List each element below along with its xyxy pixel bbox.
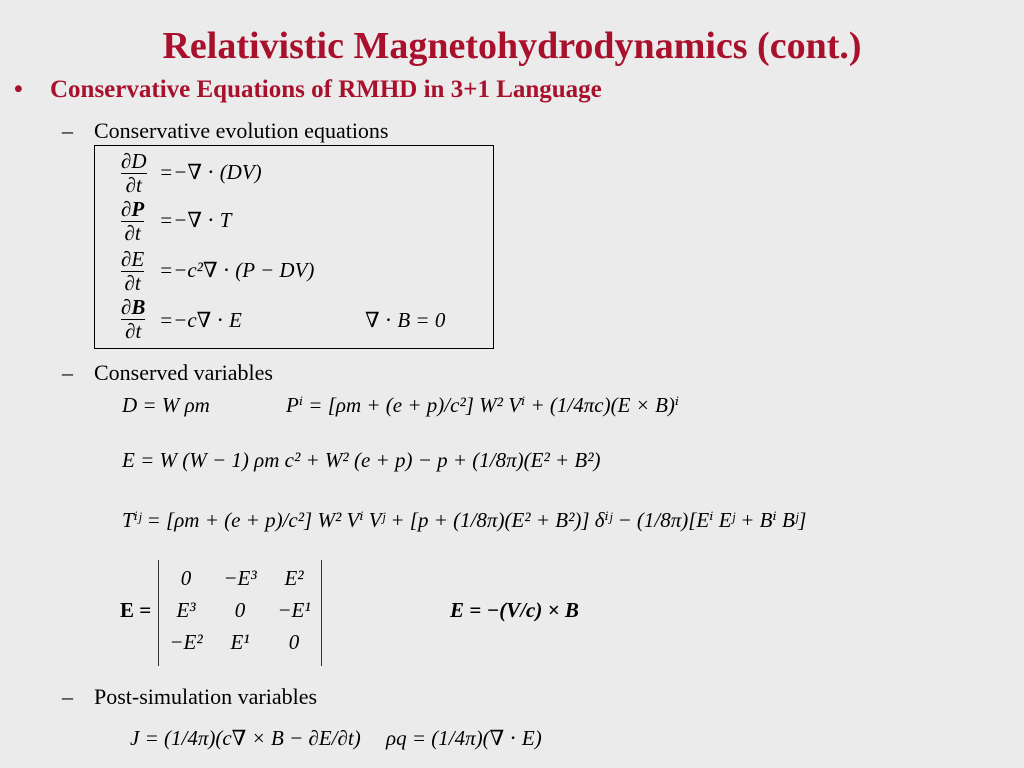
eq3-rhs: =−c²∇ ⋅ (P − DV) (159, 258, 315, 282)
charge-density: ρq = (1/4π)(∇ ⋅ E) (386, 726, 542, 750)
slide-title: Relativistic Magnetohydrodynamics (cont.) (162, 25, 862, 67)
matrix-cell: 0 (234, 598, 246, 622)
subitem-evolution (62, 118, 389, 144)
field-matrix (158, 560, 322, 666)
eq4-divergence: ∇ ⋅ B = 0 (365, 308, 446, 332)
matrix-cell: E³ (176, 598, 196, 622)
eq2-rhs: =−∇ ⋅ T (159, 208, 232, 232)
dash-marker: – (62, 118, 73, 143)
subitem-conserved (62, 360, 273, 386)
current-density: J = (1/4π)(c∇ × B − ∂E/∂t) (130, 726, 361, 750)
conserved-E: E = W (W − 1) ρm c² + W² (e + p) − p + (1/8π)(E² + B²) (122, 448, 601, 472)
subitem-label: Post-simulation variables (94, 684, 318, 709)
subitem-label: Conserved variables (94, 360, 273, 385)
eq1-fraction (121, 150, 147, 196)
subitem-post (62, 684, 317, 710)
subitem-label: Conservative evolution equations (94, 118, 389, 143)
matrix-cell: 0 (180, 566, 192, 590)
evolution-equations-box (94, 145, 494, 349)
dash-marker: – (62, 684, 73, 709)
electric-field-relation: E = −(V/c) × B (450, 598, 579, 622)
eq4-denominator: ∂t (125, 319, 142, 343)
eq4-numerator: ∂B (121, 295, 146, 319)
bullet-marker: • (14, 76, 23, 103)
eq3-denominator: ∂t (124, 271, 141, 295)
conserved-T: Tⁱʲ = [ρm + (e + p)/c²] W² Vⁱ Vʲ + [p + (1/8π)(E² + B²)] δⁱʲ − (1/8π)[Eⁱ Eʲ + Bⁱ Bʲ] (122, 508, 807, 532)
conserved-D: D = W ρm (122, 393, 210, 417)
eq2-fraction (121, 198, 144, 244)
eq3-numerator: ∂E (121, 247, 145, 271)
dash-marker: – (62, 360, 73, 385)
eq1-rhs: =−∇ ⋅ (DV) (159, 160, 262, 184)
matrix-cell: E² (284, 566, 304, 590)
eq1-numerator: ∂D (121, 149, 147, 173)
eq4-fraction (121, 296, 145, 342)
matrix-cell: −E² (169, 630, 203, 654)
matrix-cell: −E³ (223, 566, 257, 590)
matrix-label: E = (120, 598, 152, 622)
eq1-denominator: ∂t (125, 173, 142, 197)
matrix-cell: 0 (288, 630, 300, 654)
matrix-cell: −E¹ (277, 598, 311, 622)
eq4-rhs: =−c∇ ⋅ E (159, 308, 242, 332)
bullet-text: Conservative Equations of RMHD in 3+1 Language (50, 76, 602, 103)
eq3-fraction (121, 248, 144, 294)
eq2-numerator: ∂P (121, 197, 145, 221)
conserved-P: Pⁱ = [ρm + (e + p)/c²] W² Vⁱ + (1/4πc)(E × B)ⁱ (286, 393, 680, 417)
eq2-denominator: ∂t (124, 221, 141, 245)
bullet-item (14, 76, 602, 104)
matrix-cell: E¹ (230, 630, 250, 654)
